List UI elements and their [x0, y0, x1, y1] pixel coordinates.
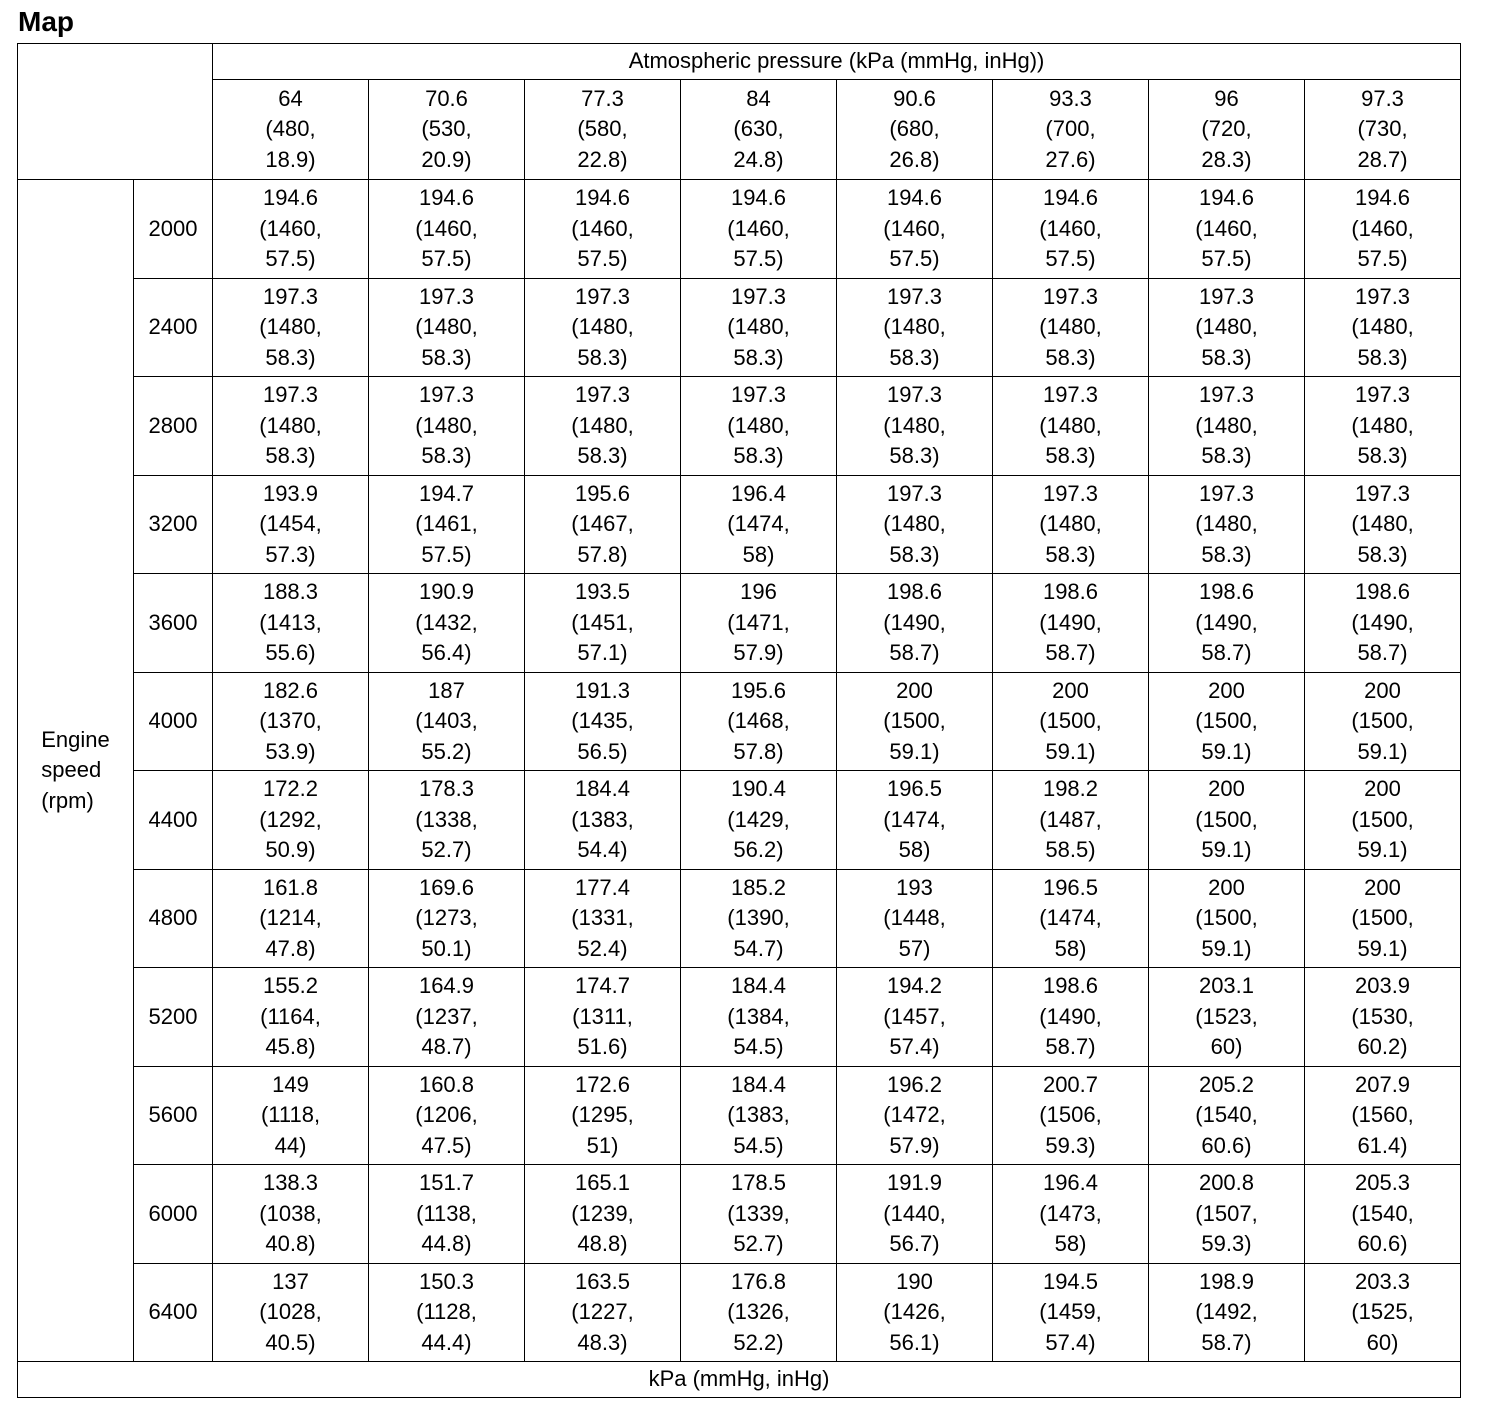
pressure-value-cell: [681, 574, 837, 673]
pressure-value-text: 198.6 (1490, 58.7): [1351, 579, 1414, 665]
pressure-value-text: 197.3 (1480, 58.3): [1351, 283, 1414, 370]
pressure-value-text: 200 (1500, 59.1): [883, 677, 946, 764]
pressure-value-cell: [837, 1066, 993, 1165]
pressure-value-text: 197.3 (1480, 58.3): [415, 382, 478, 468]
pressure-value-text: 198.9 (1492, 58.7): [1195, 1268, 1258, 1355]
pressure-value-text: 198.6 (1490, 58.7): [883, 579, 946, 665]
pressure-value-cell: [837, 1165, 993, 1264]
pressure-value-cell: [369, 869, 525, 968]
table-row: [18, 869, 1461, 968]
pressure-value-text: 197.3 (1480, 58.3): [1195, 382, 1258, 468]
pressure-value-text: 194.6 (1460, 57.5): [571, 185, 634, 271]
pressure-value-text: 195.6 (1467, 57.8): [571, 480, 634, 567]
pressure-value-text: 184.4 (1384, 54.5): [727, 973, 790, 1059]
pressure-value-text: 197.3 (1480, 58.3): [727, 283, 790, 370]
rpm-cell: 4000: [134, 672, 213, 771]
pressure-value-text: 172.6 (1295, 51): [571, 1071, 634, 1158]
table-row: [18, 1263, 1461, 1362]
pressure-value-text: 182.6 (1370, 53.9): [259, 677, 322, 764]
pressure-value-cell: [993, 1066, 1149, 1165]
pressure-value-text: 193 (1448, 57): [883, 874, 946, 961]
pressure-value-cell: [213, 968, 369, 1067]
pressure-value-cell: [837, 771, 993, 870]
pressure-value-cell: [681, 869, 837, 968]
pressure-value-cell: [993, 968, 1149, 1067]
pressure-value-text: 200.7 (1506, 59.3): [1039, 1071, 1102, 1158]
pressure-value-text: 196.4 (1473, 58): [1039, 1170, 1102, 1256]
pressure-value-text: 163.5 (1227, 48.3): [571, 1268, 634, 1355]
pressure-value-cell: [525, 377, 681, 476]
pressure-value-text: 200.8 (1507, 59.3): [1195, 1170, 1258, 1256]
pressure-value-cell: [993, 771, 1149, 870]
pressure-column-header-text: 84 (630, 24.8): [733, 85, 784, 172]
pressure-value-text: 197.3 (1480, 58.3): [1195, 283, 1258, 370]
rpm-cell: 5200: [134, 968, 213, 1067]
pressure-value-cell: [1305, 180, 1461, 279]
pressure-value-cell: [993, 1263, 1149, 1362]
pressure-value-text: 176.8 (1326, 52.2): [727, 1268, 790, 1355]
pressure-value-text: 194.6 (1460, 57.5): [727, 185, 790, 271]
pressure-value-cell: [525, 1263, 681, 1362]
pressure-value-cell: [993, 869, 1149, 968]
rpm-cell: 4800: [134, 869, 213, 968]
pressure-value-text: 151.7 (1138, 44.8): [416, 1170, 477, 1256]
pressure-value-cell: [1305, 672, 1461, 771]
pressure-value-text: 198.2 (1487, 58.5): [1039, 776, 1102, 862]
pressure-value-cell: [1305, 1263, 1461, 1362]
pressure-value-text: 187 (1403, 55.2): [415, 677, 478, 764]
pressure-value-cell: [1305, 968, 1461, 1067]
pressure-value-text: 138.3 (1038, 40.8): [259, 1170, 322, 1256]
corner-cell: [18, 44, 213, 180]
pressure-column-header: [837, 80, 993, 180]
pressure-value-cell: [681, 1165, 837, 1264]
pressure-value-text: 200 (1500, 59.1): [1351, 677, 1414, 764]
pressure-value-text: 205.3 (1540, 60.6): [1351, 1170, 1414, 1256]
pressure-value-cell: [1305, 475, 1461, 574]
pressure-column-header-text: 93.3 (700, 27.6): [1045, 85, 1096, 172]
pressure-value-cell: [1149, 1263, 1305, 1362]
pressure-value-text: 194.6 (1460, 57.5): [883, 185, 946, 271]
pressure-value-text: 196.4 (1474, 58): [727, 480, 790, 567]
pressure-value-text: 197.3 (1480, 58.3): [571, 283, 634, 370]
pressure-value-cell: [525, 672, 681, 771]
pressure-value-cell: [993, 574, 1149, 673]
rpm-cell: 2000: [134, 180, 213, 279]
pressure-value-text: 194.6 (1460, 57.5): [1351, 185, 1414, 271]
pressure-value-text: 196.5 (1474, 58): [1039, 874, 1102, 961]
pressure-value-cell: [369, 180, 525, 279]
pressure-value-cell: [1149, 968, 1305, 1067]
pressure-value-cell: [1149, 1066, 1305, 1165]
rpm-cell: 3200: [134, 475, 213, 574]
table-row: [18, 1066, 1461, 1165]
pressure-value-cell: [213, 1263, 369, 1362]
pressure-value-text: 184.4 (1383, 54.5): [727, 1071, 790, 1158]
table-row: [18, 377, 1461, 476]
pressure-value-cell: [369, 278, 525, 377]
pressure-value-text: 194.2 (1457, 57.4): [883, 973, 946, 1059]
rpm-cell: 6400: [134, 1263, 213, 1362]
pressure-value-text: 200 (1500, 59.1): [1195, 677, 1258, 764]
pressure-column-header: [1305, 80, 1461, 180]
pressure-value-text: 185.2 (1390, 54.7): [727, 874, 790, 961]
pressure-value-cell: [1149, 377, 1305, 476]
pressure-value-cell: [525, 180, 681, 279]
pressure-value-text: 207.9 (1560, 61.4): [1351, 1071, 1414, 1158]
pressure-value-text: 197.3 (1480, 58.3): [1039, 382, 1102, 468]
pressure-value-cell: [1149, 771, 1305, 870]
table-row: [18, 278, 1461, 377]
pressure-value-text: 203.9 (1530, 60.2): [1351, 973, 1414, 1059]
pressure-value-text: 161.8 (1214, 47.8): [259, 874, 322, 961]
pressure-value-text: 178.3 (1338, 52.7): [415, 776, 478, 862]
pressure-value-cell: [213, 1066, 369, 1165]
pressure-column-header: [1149, 80, 1305, 180]
pressure-value-text: 198.6 (1490, 58.7): [1039, 579, 1102, 665]
pressure-value-text: 197.3 (1480, 58.3): [1351, 480, 1414, 567]
pressure-value-cell: [681, 1263, 837, 1362]
pressure-value-cell: [369, 1165, 525, 1264]
pressure-column-header-text: 70.6 (530, 20.9): [421, 85, 472, 172]
rpm-cell: 2400: [134, 278, 213, 377]
pressure-value-cell: [837, 278, 993, 377]
pressure-value-cell: [213, 278, 369, 377]
pressure-value-text: 194.6 (1460, 57.5): [259, 185, 322, 271]
table-row: [18, 574, 1461, 673]
pressure-value-text: 203.3 (1525, 60): [1351, 1268, 1414, 1355]
pressure-value-text: 194.5 (1459, 57.4): [1039, 1268, 1102, 1355]
pressure-value-cell: [525, 574, 681, 673]
pressure-value-cell: [993, 1165, 1149, 1264]
units-footer-row: [18, 1362, 1461, 1398]
pressure-value-text: 177.4 (1331, 52.4): [571, 874, 634, 961]
pressure-value-text: 184.4 (1383, 54.4): [571, 776, 634, 862]
pressure-value-cell: [213, 1165, 369, 1264]
atmospheric-pressure-header: Atmospheric pressure (kPa (mmHg, inHg)): [213, 44, 1461, 80]
pressure-value-cell: [837, 1263, 993, 1362]
pressure-value-text: 196.5 (1474, 58): [883, 776, 946, 862]
pressure-value-text: 190.4 (1429, 56.2): [727, 776, 790, 862]
pressure-value-text: 191.9 (1440, 56.7): [883, 1170, 946, 1256]
pressure-value-cell: [1305, 1165, 1461, 1264]
pressure-value-cell: [525, 771, 681, 870]
pressure-column-header: [681, 80, 837, 180]
pressure-value-cell: [993, 180, 1149, 279]
pressure-value-text: 200 (1500, 59.1): [1195, 776, 1258, 862]
pressure-value-text: 197.3 (1480, 58.3): [571, 382, 634, 468]
pressure-value-text: 160.8 (1206, 47.5): [415, 1071, 478, 1158]
pressure-value-cell: [213, 771, 369, 870]
pressure-column-header: [213, 80, 369, 180]
pressure-value-text: 194.6 (1460, 57.5): [415, 185, 478, 271]
pressure-value-cell: [993, 278, 1149, 377]
pressure-column-header-text: 96 (720, 28.3): [1201, 85, 1252, 172]
pressure-value-cell: [369, 672, 525, 771]
pressure-value-text: 137 (1028, 40.5): [259, 1268, 322, 1355]
pressure-column-header-text: 90.6 (680, 26.8): [889, 85, 940, 172]
rpm-cell: 3600: [134, 574, 213, 673]
table-row: [18, 180, 1461, 279]
pressure-value-text: 190 (1426, 56.1): [883, 1268, 946, 1355]
pressure-column-header-text: 77.3 (580, 22.8): [577, 85, 628, 172]
pressure-value-text: 200 (1500, 59.1): [1351, 874, 1414, 961]
pressure-value-cell: [837, 869, 993, 968]
pressure-value-cell: [369, 968, 525, 1067]
pressure-value-cell: [525, 278, 681, 377]
pressure-value-text: 197.3 (1480, 58.3): [259, 382, 322, 468]
pressure-value-text: 197.3 (1480, 58.3): [1195, 480, 1258, 567]
header-row-group: [18, 44, 1461, 80]
pressure-value-text: 196.2 (1472, 57.9): [883, 1071, 946, 1158]
rpm-cell: 4400: [134, 771, 213, 870]
table-row: [18, 475, 1461, 574]
pressure-value-text: 172.2 (1292, 50.9): [259, 776, 322, 862]
pressure-value-cell: [1305, 278, 1461, 377]
pressure-value-text: 178.5 (1339, 52.7): [727, 1170, 790, 1256]
rpm-cell: 5600: [134, 1066, 213, 1165]
pressure-value-text: 197.3 (1480, 58.3): [1039, 480, 1102, 567]
pressure-value-text: 197.3 (1480, 58.3): [259, 283, 322, 370]
table-row: [18, 968, 1461, 1067]
pressure-value-text: 195.6 (1468, 57.8): [727, 677, 790, 764]
pressure-value-cell: [837, 377, 993, 476]
pressure-value-text: 200 (1500, 59.1): [1195, 874, 1258, 961]
pressure-value-cell: [213, 377, 369, 476]
pressure-value-text: 200 (1500, 59.1): [1351, 776, 1414, 862]
pressure-value-text: 197.3 (1480, 58.3): [415, 283, 478, 370]
pressure-value-cell: [213, 869, 369, 968]
pressure-value-text: 197.3 (1480, 58.3): [883, 283, 946, 370]
pressure-value-text: 205.2 (1540, 60.6): [1195, 1071, 1258, 1158]
pressure-value-text: 155.2 (1164, 45.8): [260, 973, 321, 1059]
pressure-value-cell: [525, 475, 681, 574]
pressure-value-cell: [525, 869, 681, 968]
table-row: [18, 771, 1461, 870]
pressure-value-cell: [369, 1263, 525, 1362]
pressure-value-text: 193.9 (1454, 57.3): [259, 480, 322, 567]
pressure-value-cell: [681, 278, 837, 377]
pressure-value-cell: [681, 475, 837, 574]
pressure-value-cell: [213, 672, 369, 771]
pressure-value-cell: [1149, 1165, 1305, 1264]
pressure-value-text: 197.3 (1480, 58.3): [727, 382, 790, 468]
table-row: [18, 672, 1461, 771]
pressure-value-cell: [213, 180, 369, 279]
pressure-value-text: 194.7 (1461, 57.5): [415, 480, 478, 567]
pressure-column-header: [525, 80, 681, 180]
pressure-value-cell: [525, 1066, 681, 1165]
pressure-value-cell: [1149, 574, 1305, 673]
pressure-value-cell: [1305, 377, 1461, 476]
pressure-value-text: 197.3 (1480, 58.3): [883, 480, 946, 567]
pressure-value-cell: [681, 771, 837, 870]
pressure-value-text: 164.9 (1237, 48.7): [415, 973, 478, 1059]
engine-speed-label: [18, 180, 134, 1362]
pressure-value-cell: [1149, 180, 1305, 279]
pressure-value-text: 197.3 (1480, 58.3): [883, 382, 946, 468]
pressure-value-text: 169.6 (1273, 50.1): [415, 874, 478, 961]
pressure-value-cell: [837, 574, 993, 673]
boost-pressure-map-table: [17, 43, 1461, 1398]
pressure-value-text: 196 (1471, 57.9): [727, 579, 790, 665]
pressure-value-cell: [1149, 278, 1305, 377]
rpm-cell: 2800: [134, 377, 213, 476]
pressure-value-text: 150.3 (1128, 44.4): [416, 1268, 477, 1355]
pressure-value-cell: [837, 475, 993, 574]
pressure-value-cell: [681, 377, 837, 476]
units-footer: kPa (mmHg, inHg): [18, 1362, 1461, 1398]
pressure-value-cell: [369, 771, 525, 870]
pressure-value-text: 200 (1500, 59.1): [1039, 677, 1102, 764]
pressure-column-header: [993, 80, 1149, 180]
pressure-value-text: 165.1 (1239, 48.8): [571, 1170, 634, 1256]
pressure-value-cell: [993, 672, 1149, 771]
engine-speed-label-text: Engine speed (rpm): [41, 726, 110, 813]
pressure-value-cell: [369, 574, 525, 673]
pressure-value-cell: [1305, 771, 1461, 870]
pressure-value-text: 174.7 (1311, 51.6): [572, 973, 633, 1059]
pressure-value-text: 190.9 (1432, 56.4): [415, 579, 478, 665]
pressure-value-text: 203.1 (1523, 60): [1195, 973, 1258, 1059]
pressure-value-text: 193.5 (1451, 57.1): [571, 579, 634, 665]
pressure-value-text: 194.6 (1460, 57.5): [1195, 185, 1258, 271]
pressure-value-cell: [369, 1066, 525, 1165]
pressure-value-cell: [681, 1066, 837, 1165]
pressure-value-cell: [1305, 1066, 1461, 1165]
pressure-value-cell: [1305, 574, 1461, 673]
pressure-column-header: [369, 80, 525, 180]
pressure-value-text: 194.6 (1460, 57.5): [1039, 185, 1102, 271]
page-title: Map: [18, 6, 74, 37]
pressure-value-cell: [1305, 869, 1461, 968]
pressure-value-cell: [369, 377, 525, 476]
pressure-value-cell: [213, 475, 369, 574]
pressure-value-cell: [681, 968, 837, 1067]
pressure-value-text: 191.3 (1435, 56.5): [571, 677, 634, 764]
pressure-value-cell: [837, 180, 993, 279]
table-row: [18, 1165, 1461, 1264]
pressure-value-cell: [525, 1165, 681, 1264]
pressure-value-text: 197.3 (1480, 58.3): [1351, 382, 1414, 468]
pressure-value-cell: [1149, 672, 1305, 771]
pressure-value-text: 149 (1118, 44): [260, 1071, 321, 1158]
pressure-value-cell: [525, 968, 681, 1067]
pressure-value-cell: [837, 968, 993, 1067]
pressure-value-text: 188.3 (1413, 55.6): [259, 579, 322, 665]
pressure-column-header-text: 64 (480, 18.9): [265, 85, 316, 172]
pressure-value-cell: [993, 377, 1149, 476]
rpm-cell: 6000: [134, 1165, 213, 1264]
pressure-value-cell: [1149, 475, 1305, 574]
pressure-value-cell: [213, 574, 369, 673]
pressure-value-text: 198.6 (1490, 58.7): [1195, 579, 1258, 665]
pressure-value-text: 198.6 (1490, 58.7): [1039, 973, 1102, 1059]
pressure-value-cell: [681, 672, 837, 771]
pressure-value-text: 197.3 (1480, 58.3): [1039, 283, 1102, 370]
pressure-value-cell: [681, 180, 837, 279]
pressure-value-cell: [1149, 869, 1305, 968]
header-row-columns: [18, 80, 1461, 180]
pressure-value-cell: [993, 475, 1149, 574]
pressure-column-header-text: 97.3 (730, 28.7): [1357, 85, 1408, 172]
pressure-value-cell: [837, 672, 993, 771]
pressure-value-cell: [369, 475, 525, 574]
